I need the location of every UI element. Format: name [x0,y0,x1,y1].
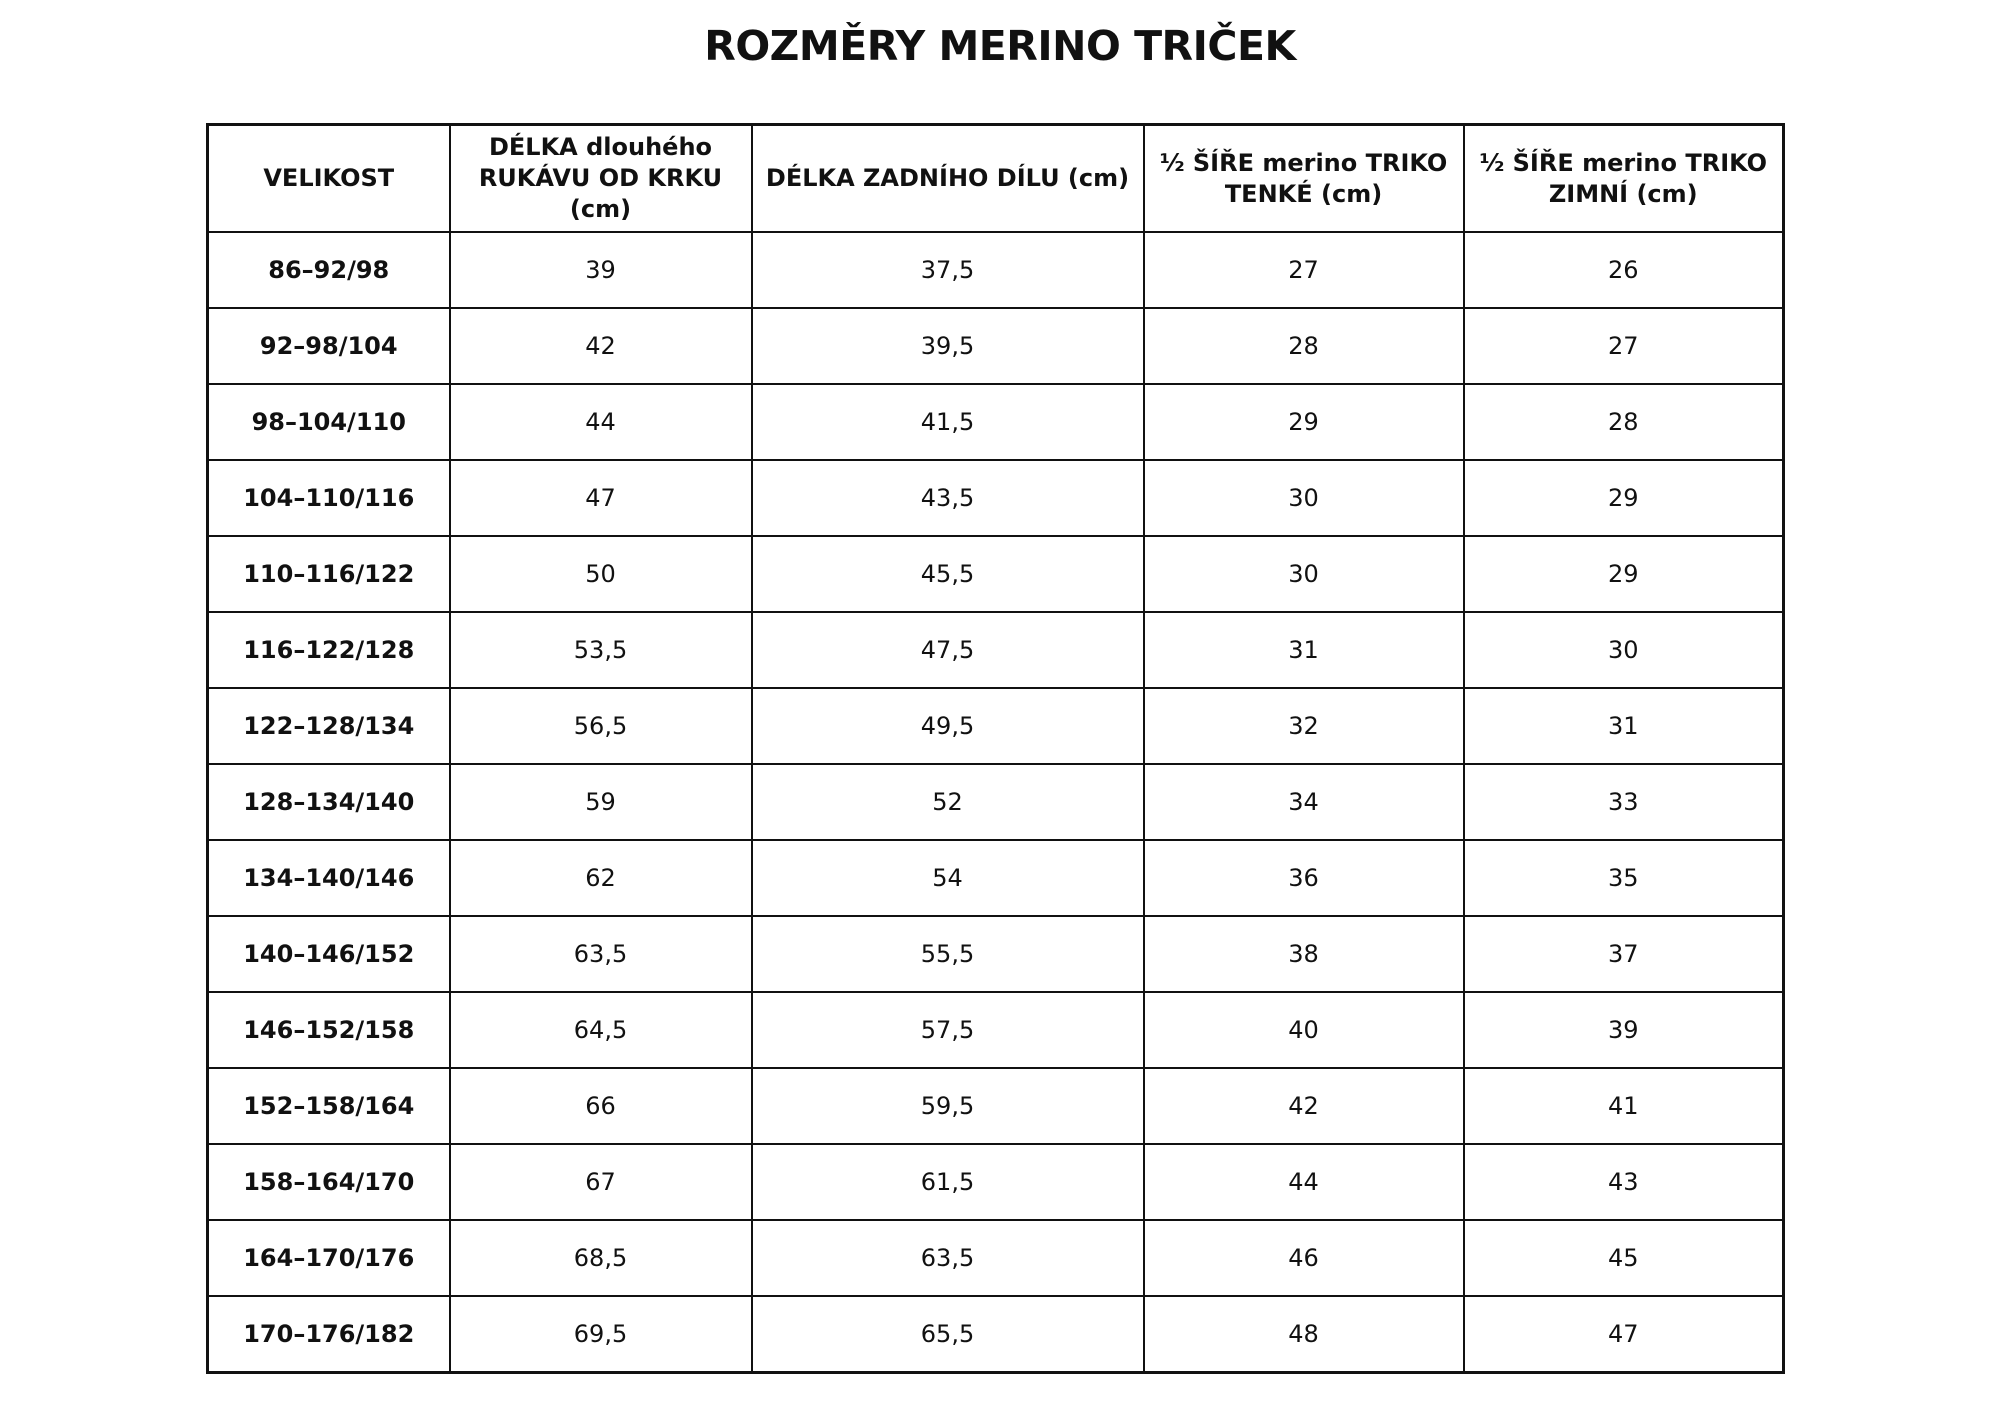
half-width-thin-cell: 36 [1144,840,1464,916]
header-line: TENKÉ (cm) [1224,179,1383,208]
size-cell: 98–104/110 [208,384,450,460]
table-row [208,1296,1784,1373]
half-width-winter-cell: 30 [1464,612,1784,688]
half-width-thin-cell: 48 [1144,1296,1464,1373]
table-row [208,688,1784,764]
half-width-winter-cell: 37 [1464,916,1784,992]
table-row [208,460,1784,536]
size-cell: 104–110/116 [208,460,450,536]
table-row [208,612,1784,688]
size-cell: 92–98/104 [208,308,450,384]
half-width-thin-cell: 44 [1144,1144,1464,1220]
header-back-length [752,125,1144,233]
table-row [208,992,1784,1068]
sleeve-length-cell: 39 [450,232,752,308]
size-cell: 170–176/182 [208,1296,450,1373]
back-length-cell: 57,5 [752,992,1144,1068]
table-row [208,1220,1784,1296]
half-width-winter-cell: 35 [1464,840,1784,916]
half-width-thin-cell: 40 [1144,992,1464,1068]
header-line: ZIMNÍ (cm) [1548,179,1698,208]
back-length-cell: 47,5 [752,612,1144,688]
back-length-cell: 39,5 [752,308,1144,384]
table-header [208,125,1784,233]
table-row [208,916,1784,992]
table-row [208,1068,1784,1144]
sleeve-length-cell: 42 [450,308,752,384]
sleeve-length-cell: 66 [450,1068,752,1144]
half-width-thin-cell: 38 [1144,916,1464,992]
table-row [208,384,1784,460]
size-cell: 116–122/128 [208,612,450,688]
half-width-winter-cell: 29 [1464,536,1784,612]
sleeve-length-cell: 53,5 [450,612,752,688]
page-title: ROZMĚRY MERINO TRIČEK [704,22,1296,70]
sleeve-length-cell: 67 [450,1144,752,1220]
sleeve-length-cell: 44 [450,384,752,460]
size-cell: 86–92/98 [208,232,450,308]
header-row [208,125,1784,233]
size-cell: 134–140/146 [208,840,450,916]
half-width-winter-cell: 41 [1464,1068,1784,1144]
back-length-cell: 41,5 [752,384,1144,460]
header-line: RUKÁVU OD KRKU (cm) [478,164,723,223]
half-width-thin-cell: 42 [1144,1068,1464,1144]
half-width-thin-cell: 30 [1144,536,1464,612]
size-table [206,123,1785,1374]
back-length-cell: 54 [752,840,1144,916]
half-width-winter-cell: 43 [1464,1144,1784,1220]
header-half-width-thin [1144,125,1464,233]
back-length-cell: 59,5 [752,1068,1144,1144]
back-length-cell: 43,5 [752,460,1144,536]
size-cell: 110–116/122 [208,536,450,612]
half-width-winter-cell: 27 [1464,308,1784,384]
size-cell: 146–152/158 [208,992,450,1068]
size-cell: 158–164/170 [208,1144,450,1220]
header-line: ½ ŠÍŘE merino TRIKO [1159,148,1448,177]
back-length-cell: 37,5 [752,232,1144,308]
header-half-width-winter [1464,125,1784,233]
header-line: ½ ŠÍŘE merino TRIKO [1479,148,1768,177]
half-width-thin-cell: 28 [1144,308,1464,384]
back-length-cell: 65,5 [752,1296,1144,1373]
sleeve-length-cell: 62 [450,840,752,916]
half-width-winter-cell: 29 [1464,460,1784,536]
half-width-thin-cell: 32 [1144,688,1464,764]
sleeve-length-cell: 59 [450,764,752,840]
sleeve-length-cell: 63,5 [450,916,752,992]
table-row [208,308,1784,384]
sleeve-length-cell: 56,5 [450,688,752,764]
table-row [208,232,1784,308]
table-body [208,232,1784,1373]
sleeve-length-cell: 50 [450,536,752,612]
half-width-winter-cell: 28 [1464,384,1784,460]
half-width-winter-cell: 45 [1464,1220,1784,1296]
header-sleeve-length [450,125,752,233]
sleeve-length-cell: 64,5 [450,992,752,1068]
header-size [208,125,450,233]
table-row [208,840,1784,916]
half-width-winter-cell: 33 [1464,764,1784,840]
back-length-cell: 49,5 [752,688,1144,764]
back-length-cell: 52 [752,764,1144,840]
table-row [208,536,1784,612]
header-line: DÉLKA ZADNÍHO DÍLU (cm) [765,164,1130,192]
half-width-thin-cell: 46 [1144,1220,1464,1296]
size-cell: 128–134/140 [208,764,450,840]
half-width-winter-cell: 39 [1464,992,1784,1068]
half-width-winter-cell: 26 [1464,232,1784,308]
half-width-thin-cell: 30 [1144,460,1464,536]
back-length-cell: 55,5 [752,916,1144,992]
size-cell: 140–146/152 [208,916,450,992]
size-cell: 122–128/134 [208,688,450,764]
sleeve-length-cell: 68,5 [450,1220,752,1296]
half-width-thin-cell: 27 [1144,232,1464,308]
half-width-thin-cell: 29 [1144,384,1464,460]
back-length-cell: 63,5 [752,1220,1144,1296]
size-cell: 152–158/164 [208,1068,450,1144]
back-length-cell: 61,5 [752,1144,1144,1220]
sleeve-length-cell: 69,5 [450,1296,752,1373]
half-width-winter-cell: 31 [1464,688,1784,764]
sleeve-length-cell: 47 [450,460,752,536]
back-length-cell: 45,5 [752,536,1144,612]
table-row [208,1144,1784,1220]
table-row [208,764,1784,840]
size-cell: 164–170/176 [208,1220,450,1296]
half-width-thin-cell: 31 [1144,612,1464,688]
header-line: DÉLKA dlouhého [488,133,713,161]
half-width-winter-cell: 47 [1464,1296,1784,1373]
half-width-thin-cell: 34 [1144,764,1464,840]
header-line: VELIKOST [263,164,395,192]
